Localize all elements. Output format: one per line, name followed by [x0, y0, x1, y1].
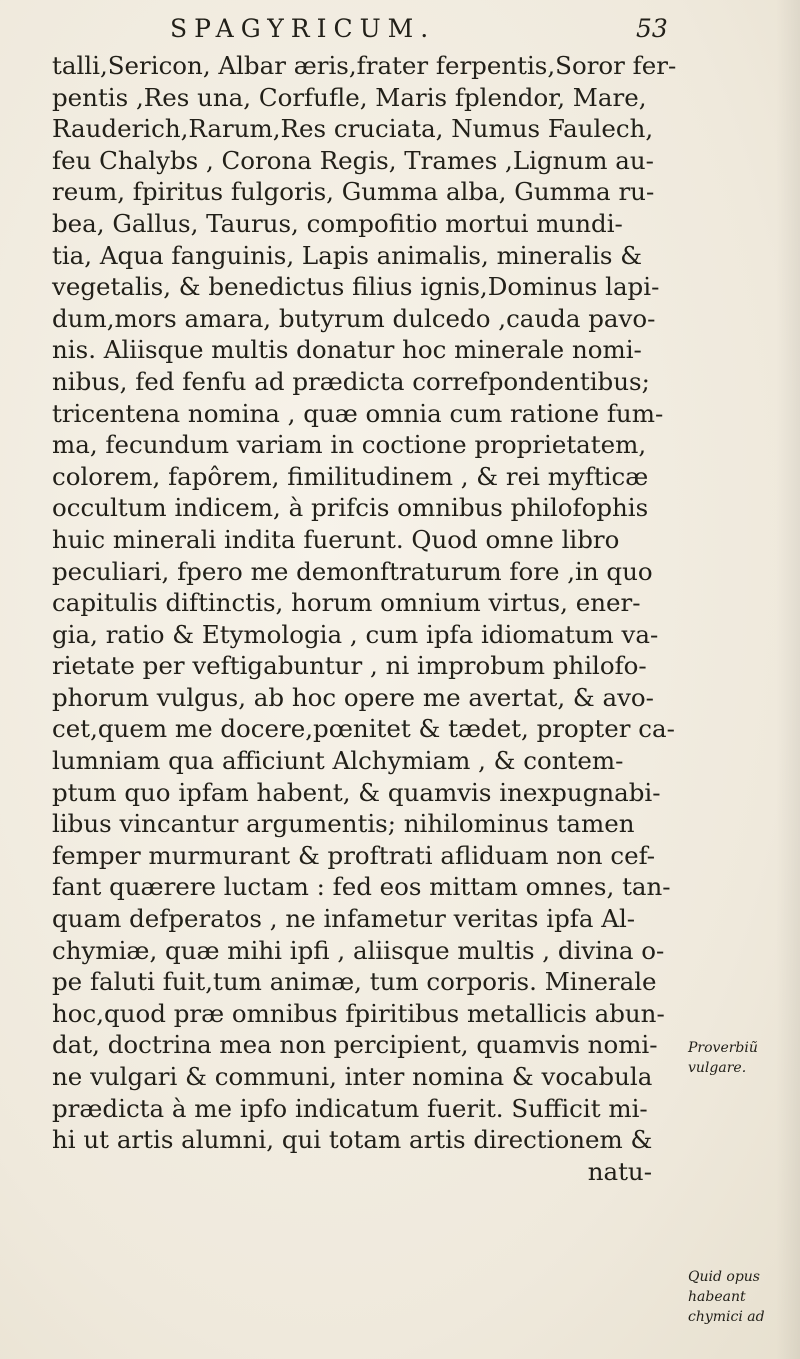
body-text — [52, 50, 742, 1187]
running-title: SPAGYRICUM. — [170, 14, 436, 43]
text-line: colorem, fapôrem, fimilitudinem , & rei myfticæ — [52, 461, 649, 491]
text-line: ma, fecundum variam in coctione proprietatem, — [52, 430, 647, 460]
margin-note-line: vulgare. — [688, 1060, 747, 1076]
text-line: hi ut artis alumni, qui totam artis directionem & — [52, 1125, 653, 1155]
text-line: tricentena nomina , quæ omnia cum ratione fum- — [52, 398, 664, 428]
margin-note-line: Quid opus — [688, 1269, 760, 1285]
page-edge-shadow — [776, 0, 800, 1359]
text-line: hoc,quod præ omnibus fpiritibus metallicis abun- — [52, 998, 665, 1028]
text-line: huic minerali indita fuerunt. Quod omne libro — [52, 524, 620, 554]
text-line: vegetalis, & benedictus filius ignis,Dominus lapi- — [52, 272, 660, 302]
text-line: libus vincantur argumentis; nihilominus tamen — [52, 809, 635, 839]
text-line: ne vulgari & communi, inter nomina & vocabula — [52, 1062, 653, 1091]
margin-note-line: Proverbiũ — [688, 1040, 758, 1056]
page-number: 53 — [636, 14, 668, 43]
text-line: occultum indicem, à prifcis omnibus philofophis — [52, 493, 649, 523]
text-line: femper murmurant & proftrati afliduam non cef- — [52, 840, 656, 870]
margin-note-line: chymici ad — [688, 1309, 765, 1325]
text-line: Rauderich,Rarum,Res cruciata, Numus Faulech, — [52, 114, 654, 144]
text-line: dum,mors amara, butyrum dulcedo ,cauda pavo- — [52, 303, 656, 333]
text-line: fant quærere luctam : fed eos mittam omnes, tan- — [52, 872, 671, 902]
text-line: pentis ,Res una, Corfufle, Maris fplendor, Mare, — [52, 82, 647, 112]
text-line: prædicta à me ipfo indicatum fuerit. Sufficit mi- — [52, 1093, 648, 1123]
text-line: ptum quo ipfam habent, & quamvis inexpugnabi- — [52, 777, 661, 807]
text-line: nibus, fed fenfu ad prædicta correfpondentibus; — [52, 366, 650, 396]
text-line: pe faluti fuit,tum animæ, tum corporis. Minerale — [52, 967, 657, 997]
text-line: quam defperatos , ne infametur veritas ipfa Al- — [52, 904, 636, 934]
text-line: lumniam qua afficiunt Alchymiam , & contem- — [52, 746, 624, 776]
text-line: bea, Gallus, Taurus, compofitio mortui mundi- — [52, 208, 623, 238]
text-line: gia, ratio & Etymologia , cum ipfa idiomatum va- — [52, 619, 659, 649]
text-line: rietate per veftigabuntur , ni improbum philofo- — [52, 651, 647, 681]
text-line: talli,Sericon, Albar æris,frater ferpentis,Soror fer- — [52, 51, 677, 80]
text-line: feu Chalybs , Corona Regis, Trames ,Lignum au- — [52, 145, 654, 175]
text-line: peculiari, fpero me demonftraturum fore ,in quo — [52, 556, 653, 586]
text-line: chymiæ, quæ mihi ipfi , aliisque multis , divina o- — [52, 935, 665, 965]
text-line: cet,quem me docere,pœnitet & tædet, propter ca- — [52, 714, 675, 744]
text-line: dat, doctrina mea non percipient, quamvis nomi- — [52, 1030, 658, 1060]
text-line: nis. Aliisque multis donatur hoc minerale nomi- — [52, 335, 642, 365]
text-line: phorum vulgus, ab hoc opere me avertat, & avo- — [52, 682, 654, 712]
text-line: capitulis diftinctis, horum omnium virtus, ener- — [52, 588, 641, 618]
margin-note-line: habeant — [688, 1289, 746, 1305]
text-line: reum, fpiritus fulgoris, Gumma alba, Gumma ru- — [52, 177, 655, 207]
catchword: natu- — [587, 1156, 652, 1186]
text-line: tia, Aqua fanguinis, Lapis animalis, mineralis & — [52, 240, 643, 270]
